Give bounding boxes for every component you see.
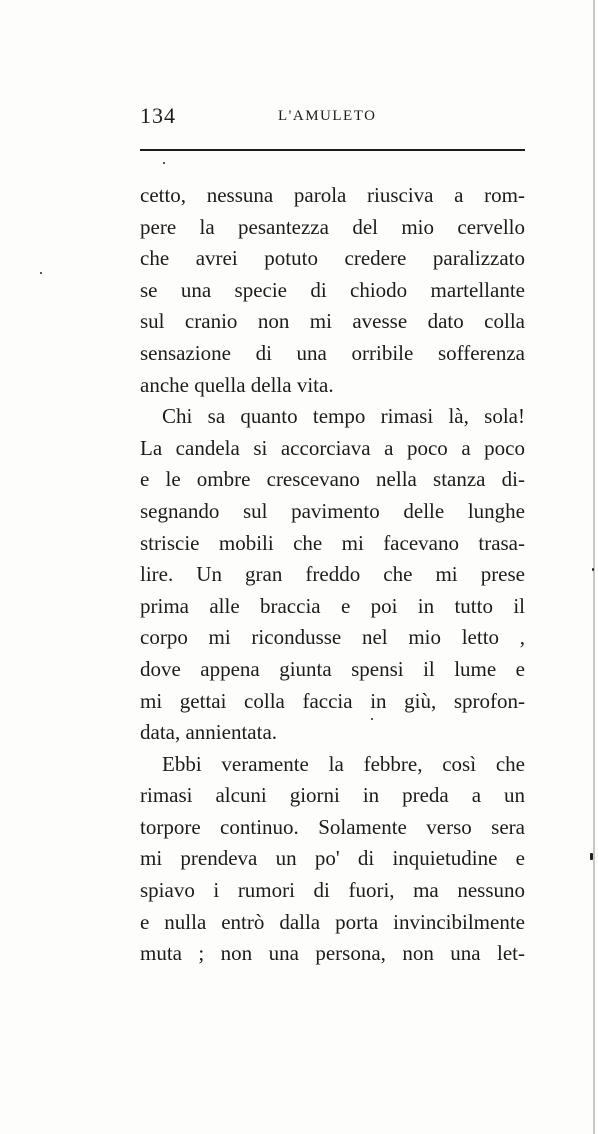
text-line: prima alle braccia e poi in tutto il [140,593,525,618]
page-header [140,103,525,131]
text-line: mi prendeva un po' di inquietudine e [140,846,525,871]
body-text [140,180,525,970]
scan-speck [40,272,42,274]
scan-speck [590,853,593,860]
text-line: striscie mobili che mi facevano trasa- [140,530,525,555]
scan-speck [592,568,594,571]
text-line: sul cranio non mi avesse dato colla [140,309,525,334]
text-line: se una specie di chiodo martellante [140,277,525,302]
running-title: L'AMULETO [278,108,377,124]
text-line: Ebbi veramente la febbre, così che [162,751,525,776]
text-line: muta ; non una persona, non una let- [140,941,525,966]
text-line: mi gettai colla faccia in giù, sprofon- [140,688,525,713]
text-line: sensazione di una orribile sofferenza [140,340,525,365]
text-line: dove appena giunta spensi il lume e [140,656,525,681]
text-line: cetto, nessuna parola riusciva a rom- [140,183,525,207]
text-line: e nulla entrò dalla porta invincibilmente [140,909,525,934]
text-line: anche quella della vita. [140,372,334,397]
page-number: 134 [140,103,176,128]
text-line: La candela si accorciava a poco a poco [140,435,525,460]
text-line: corpo mi ricondusse nel mio letto , [140,625,525,650]
scan-speck [163,162,165,164]
text-line: che avrei potuto credere paralizzato [140,246,525,271]
text-line: spiavo i rumori di fuori, ma nessuno [140,878,525,903]
text-line: segnando sul pavimento delle lunghe [140,498,525,523]
text-line: pere la pesantezza del mio cervello [140,214,525,239]
text-line: rimasi alcuni giorni in preda a un [140,783,525,808]
text-line: torpore continuo. Solamente verso sera [140,814,525,839]
header-rule [140,149,525,151]
text-line: lire. Un gran freddo che mi prese [140,562,525,587]
text-line: e le ombre crescevano nella stanza di- [140,467,525,492]
page-edge-shadow [593,0,595,1134]
scan-speck [371,718,373,720]
text-line: Chi sa quanto tempo rimasi là, sola! [162,404,525,429]
text-line: data, annientata. [140,720,278,745]
